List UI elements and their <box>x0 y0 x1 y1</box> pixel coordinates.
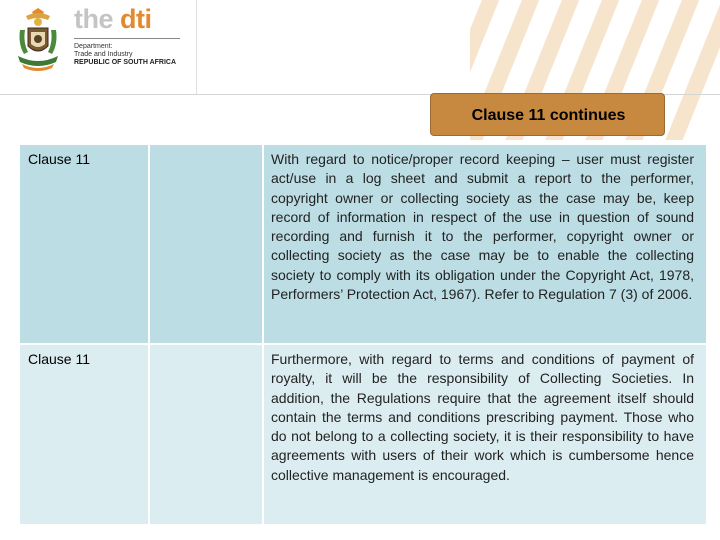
logo-wordmark <box>74 4 152 35</box>
row-label: Clause 11 <box>28 351 91 367</box>
row-label-cell <box>20 145 148 343</box>
row-text-cell <box>264 145 706 343</box>
slide-title: Clause 11 continues <box>471 107 626 124</box>
logo-divider <box>74 38 180 39</box>
header-divider-vertical <box>196 0 197 94</box>
row-middle-cell <box>150 345 262 524</box>
department-line-1: Department: <box>74 43 113 50</box>
slide-title-box <box>430 93 665 136</box>
logo-the-text: the <box>74 4 121 34</box>
row-label: Clause 11 <box>28 151 91 167</box>
row-text: With regard to notice/proper record keeping – user must register act/use in a log sheet and submit a report to the performer, copyright owner or collecting society as the case may be, keep record of information in respect of the use in question of sound recording and furnish it to the performer, copyright owner or collecting society as the case may be to enable the collecting society to comply with its obligation under the Copyright Act, 1978, Performers’ Protection Act, 1967). Refer to Regulation 7 (3) of 2006. <box>271 151 694 303</box>
row-middle-cell <box>150 145 262 343</box>
table-row <box>20 345 706 524</box>
row-label-cell <box>20 345 148 524</box>
table-row <box>20 145 706 343</box>
republic-line: REPUBLIC OF SOUTH AFRICA <box>74 59 177 66</box>
coat-of-arms-icon <box>12 8 64 74</box>
header <box>0 0 200 86</box>
department-text <box>74 43 176 67</box>
department-line-2: Trade and Industry <box>74 51 133 58</box>
row-text: Furthermore, with regard to terms and conditions of payment of royalty, it will be the responsibility of Collecting Societies. In addition, the Regulations require that the agreement itself should contain the terms and conditions prescribing payment. Those who do not belong to a collecting society, it is their responsibility to have agreements with users of their work which is cumbersome hence collective management is encouraged. <box>271 351 694 483</box>
logo-dti-text: dti <box>120 4 152 34</box>
row-text-cell <box>264 345 706 524</box>
